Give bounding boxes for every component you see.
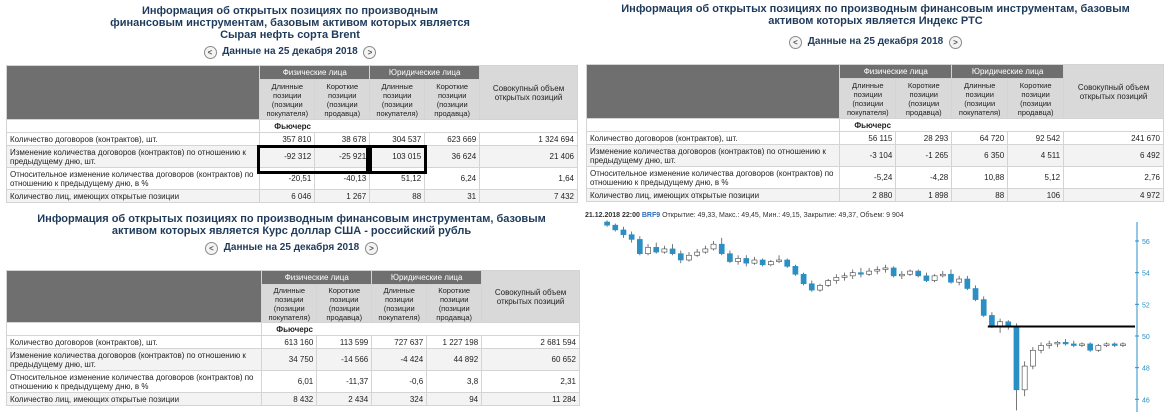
row-label: Количество лиц, имеющих открытые позиции — [7, 190, 260, 203]
candle-body — [1079, 344, 1084, 346]
futures-label: Фьючерс — [260, 120, 578, 133]
header-short: Короткие позиции (позиции продавца) — [896, 79, 952, 119]
cell: 51,12 — [370, 168, 425, 190]
candle-body — [907, 271, 912, 274]
next-date-button[interactable]: > — [363, 46, 376, 59]
cell: 613 160 — [262, 336, 317, 349]
candle-body — [916, 271, 921, 276]
cell: 60 652 — [482, 349, 580, 371]
cell: 36 624 — [425, 146, 480, 168]
candle-body — [875, 270, 880, 272]
header-long: Длинные позиции (позиции покупателя) — [372, 285, 427, 323]
cell: 1 898 — [896, 189, 952, 202]
cell: -92 312 — [260, 146, 315, 168]
y-tick-label: 48 — [1142, 365, 1150, 373]
row-label: Количество договоров (контрактов), шт. — [7, 133, 260, 146]
cell: 11 284 — [482, 393, 580, 406]
panel-title: Информация об открытых позициях по производным финансовым инструментам, базовым активом которых является Индекс РТС — [621, 3, 1130, 27]
cell: 106 — [1008, 189, 1064, 202]
prev-date-button[interactable]: < — [789, 36, 802, 49]
chart-datetime: 21.12.2018 22:00 — [585, 212, 640, 219]
cell: 44 892 — [427, 349, 482, 371]
positions-table — [6, 270, 580, 406]
prev-date-button[interactable]: < — [205, 242, 218, 255]
candle-body — [981, 300, 986, 316]
futures-label: Фьючерс — [262, 323, 580, 336]
cell: 113 599 — [317, 336, 372, 349]
row-label: Относительное изменение количества договоров (контрактов) по отношению к предыдущему дню, в % — [7, 168, 260, 190]
candle-body — [826, 281, 831, 286]
cell: 34 750 — [262, 349, 317, 371]
panel-title: Информация об открытых позициях по производным финансовым инструментам, базовым активом которых является Курс доллар США - российский рубль — [37, 213, 546, 237]
header-legal: Юридические лица — [952, 65, 1064, 79]
header-individuals: Физические лица — [262, 271, 372, 285]
cell: 21 406 — [480, 146, 578, 168]
candle-body — [834, 277, 839, 280]
candle-body — [850, 273, 855, 276]
cell: -5,24 — [840, 167, 896, 189]
futures-label: Фьючерс — [840, 119, 1164, 132]
row-label: Количество лиц, имеющих открытые позиции — [7, 393, 262, 406]
cell: -20,51 — [260, 168, 315, 190]
header-total: Совокупный объем открытых позиций — [1064, 65, 1164, 119]
cell: 2,76 — [1064, 167, 1164, 189]
candle-body — [1088, 344, 1093, 350]
row-label: Изменение количества договоров (контрактов) по отношению к предыдущему дню, шт. — [587, 145, 840, 167]
candle-body — [1104, 344, 1109, 346]
header-short: Короткие позиции (позиции продавца) — [1008, 79, 1064, 119]
cell: 6 046 — [260, 190, 315, 203]
candle-body — [989, 315, 994, 326]
candle-body — [891, 268, 896, 276]
candle-body — [801, 274, 806, 284]
row-label: Изменение количества договоров (контрактов) по отношению к предыдущему дню, шт. — [7, 146, 260, 168]
candle-body — [760, 260, 765, 265]
candle-body — [1055, 342, 1060, 344]
header-individuals: Физические лица — [260, 66, 370, 80]
cell: 56 115 — [840, 132, 896, 145]
candle-body — [1063, 342, 1068, 344]
candle-body — [703, 249, 708, 252]
candle-body — [965, 279, 970, 289]
candle-body — [686, 255, 691, 260]
header-corner — [7, 271, 262, 323]
cell: 1,64 — [480, 168, 578, 190]
cell: 3,8 — [427, 371, 482, 393]
panel-brent — [0, 0, 580, 208]
cell: 241 670 — [1064, 132, 1164, 145]
cell: 304 537 — [370, 133, 425, 146]
header-short: Короткие позиции (позиции продавца) — [315, 80, 370, 120]
cell: -4 424 — [372, 349, 427, 371]
candlestick-plot[interactable] — [585, 208, 1167, 418]
candle-body — [678, 254, 683, 260]
cell: 2 434 — [317, 393, 372, 406]
candle-body — [940, 274, 945, 276]
cell: 2 681 594 — [482, 336, 580, 349]
cell: 10,88 — [952, 167, 1008, 189]
header-corner — [7, 66, 260, 120]
row-label: Количество лиц, имеющих открытые позиции — [587, 189, 840, 202]
candle-body — [629, 235, 634, 240]
candle-body — [1038, 346, 1043, 351]
y-tick-label: 46 — [1142, 397, 1150, 405]
cell: 6,01 — [262, 371, 317, 393]
header-long: Длинные позиции (позиции покупателя) — [262, 285, 317, 323]
cell: 1 227 198 — [427, 336, 482, 349]
candle-body — [605, 222, 610, 225]
chart-ticker: BRF9 — [641, 212, 661, 219]
row-label: Количество договоров (контрактов), шт. — [587, 132, 840, 145]
candle-body — [1071, 344, 1076, 346]
cell: 28 293 — [896, 132, 952, 145]
cell: 4 972 — [1064, 189, 1164, 202]
candle-body — [744, 258, 749, 263]
cell: 8 432 — [262, 393, 317, 406]
candle-body — [711, 244, 716, 249]
candle-body — [736, 258, 741, 261]
candle-body — [1096, 346, 1101, 351]
candle-body — [662, 249, 667, 252]
candle-body — [727, 254, 732, 262]
y-tick-label: 56 — [1142, 239, 1150, 246]
header-legal: Юридические лица — [370, 66, 480, 80]
cell: 6 492 — [1064, 145, 1164, 167]
candle-body — [973, 289, 978, 300]
candle-body — [883, 268, 888, 270]
cell: 1 324 694 — [480, 133, 578, 146]
cell: 324 — [372, 393, 427, 406]
candle-body — [695, 252, 700, 255]
candle-body — [645, 247, 650, 253]
cell: 727 637 — [372, 336, 427, 349]
candle-body — [899, 274, 904, 276]
cell: 357 810 — [260, 133, 315, 146]
candle-body — [621, 230, 626, 235]
y-tick-label: 50 — [1142, 334, 1150, 341]
candle-body — [613, 225, 618, 230]
cell: 4 511 — [1008, 145, 1064, 167]
candle-body — [924, 276, 929, 281]
next-date-button[interactable]: > — [949, 36, 962, 49]
cell: 6 350 — [952, 145, 1008, 167]
header-long: Длинные позиции (позиции покупателя) — [952, 79, 1008, 119]
candle-body — [1022, 366, 1027, 390]
candle-body — [957, 279, 962, 282]
date-selector — [0, 45, 580, 59]
header-corner — [587, 65, 840, 119]
cell: -14 566 — [317, 349, 372, 371]
header-total: Совокупный объем открытых позиций — [482, 271, 580, 323]
date-selector — [0, 241, 583, 255]
next-date-button[interactable]: > — [365, 242, 378, 255]
candle-body — [1112, 344, 1117, 346]
cell: -1 265 — [896, 145, 952, 167]
header-long: Длинные позиции (позиции покупателя) — [840, 79, 896, 119]
candle-body — [1120, 344, 1125, 346]
candle-body — [1047, 344, 1052, 346]
candle-body — [858, 273, 863, 275]
price-chart[interactable] — [585, 208, 1167, 418]
prev-date-button[interactable]: < — [204, 46, 217, 59]
highlight-box-individuals — [257, 145, 369, 174]
cell: 6,24 — [425, 168, 480, 190]
panel-usd-rub — [0, 208, 583, 418]
cell: 5,12 — [1008, 167, 1064, 189]
candle-body — [670, 249, 675, 254]
candle-body — [817, 285, 822, 290]
cell: 103 015 — [370, 146, 425, 168]
candle-body — [785, 260, 790, 266]
candle-body — [867, 271, 872, 274]
y-tick-label: 52 — [1142, 302, 1150, 310]
panel-rts — [584, 0, 1167, 208]
cell: 31 — [425, 190, 480, 203]
candle-body — [776, 260, 781, 262]
highlight-box-legal — [369, 145, 427, 174]
candle-body — [654, 247, 659, 252]
candle-body — [768, 262, 773, 265]
header-long: Длинные позиции (позиции покупателя) — [370, 80, 425, 120]
candle-body — [1014, 327, 1019, 390]
cell: 2 880 — [840, 189, 896, 202]
header-long: Длинные позиции (позиции покупателя) — [260, 80, 315, 120]
cell: -25 921 — [315, 146, 370, 168]
y-tick-label: 54 — [1142, 270, 1150, 278]
header-short: Короткие позиции (позиции продавца) — [317, 285, 372, 323]
candle-body — [1030, 350, 1035, 366]
date-label: Данные на 25 декабря 2018 — [223, 242, 360, 253]
date-label: Данные на 25 декабря 2018 — [222, 46, 358, 57]
cell: -40,13 — [315, 168, 370, 190]
row-label: Относительное изменение количества договоров (контрактов) по отношению к предыдущему дню, в % — [587, 167, 840, 189]
panel-title: Информация об открытых позициях по производным финансовым инструментам, базовым активом которых является Сырая нефть сорта Brent — [110, 5, 470, 41]
cell: 623 669 — [425, 133, 480, 146]
candle-body — [948, 274, 953, 282]
candle-body — [842, 276, 847, 278]
candle-body — [752, 260, 757, 263]
header-total: Совокупный объем открытых позиций — [480, 66, 578, 120]
cell: -11,37 — [317, 371, 372, 393]
cell: -0,6 — [372, 371, 427, 393]
cell: 94 — [427, 393, 482, 406]
candle-body — [719, 244, 724, 254]
row-label: Количество договоров (контрактов), шт. — [7, 336, 262, 349]
cell: 1 267 — [315, 190, 370, 203]
cell: 38 678 — [315, 133, 370, 146]
row-label: Изменение количества договоров (контрактов) по отношению к предыдущему дню, шт. — [7, 349, 262, 371]
cell: -3 104 — [840, 145, 896, 167]
positions-table — [6, 65, 578, 203]
cell: 88 — [370, 190, 425, 203]
candle-body — [932, 276, 937, 281]
positions-table — [586, 64, 1164, 202]
chart-ohlc-details: Открытие: 49,33, Макс.: 49,45, Мин.: 49,15, Закрытие: 49,37, Объем: 9 904 — [662, 212, 904, 219]
candle-body — [637, 239, 642, 253]
cell: -4,28 — [896, 167, 952, 189]
header-short: Короткие позиции (позиции продавца) — [427, 285, 482, 323]
row-label: Относительное изменение количества договоров (контрактов) по отношению к предыдущему дню, в % — [7, 371, 262, 393]
date-label: Данные на 25 декабря 2018 — [807, 36, 944, 47]
header-legal: Юридические лица — [372, 271, 482, 285]
candle-body — [793, 266, 798, 274]
cell: 7 432 — [480, 190, 578, 203]
cell: 92 542 — [1008, 132, 1064, 145]
header-short: Короткие позиции (позиции продавца) — [425, 80, 480, 120]
cell: 2,31 — [482, 371, 580, 393]
header-individuals: Физические лица — [840, 65, 952, 79]
cell: 88 — [952, 189, 1008, 202]
cell: 64 720 — [952, 132, 1008, 145]
date-selector — [584, 35, 1167, 49]
candle-body — [809, 284, 814, 290]
